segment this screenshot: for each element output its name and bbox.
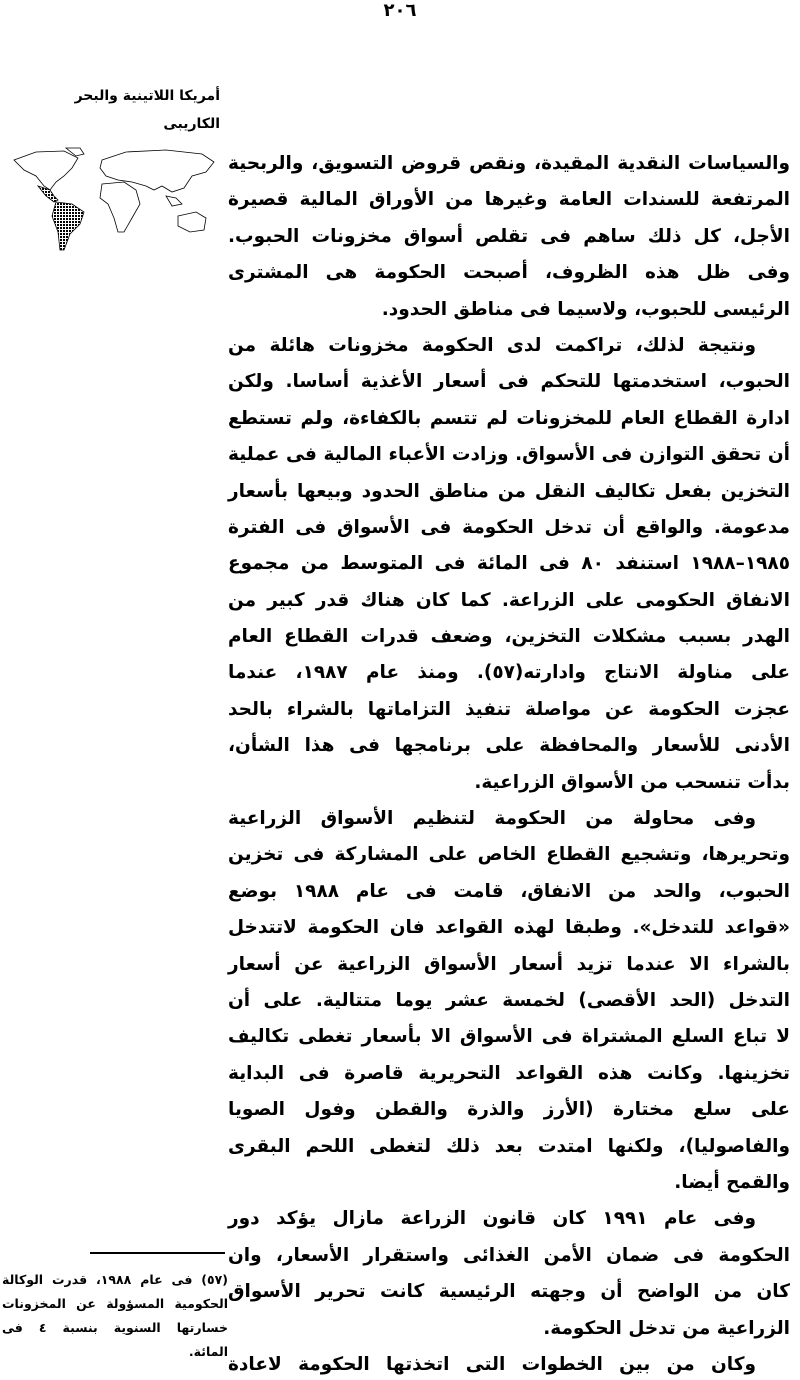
body-line: ونتيجة لذلك، تراكمت لدى الحكومة مخزونات هائلة من	[228, 334, 756, 356]
body-line: تخزينها. وكانت هذه القواعد التحريرية قاصرة فى البداية	[228, 1062, 790, 1084]
body-line: وفى محاولة من الحكومة لتنظيم الأسواق الزراعية	[228, 808, 756, 830]
body-line: ١٩٨٥–١٩٨٨ استنفد ٨٠ فى المائة فى المتوسط من مجموع	[228, 553, 790, 575]
body-line: الزراعية من تدخل الحكومة.	[543, 1317, 790, 1339]
body-line: عجزت الحكومة عن مواصلة تنفيذ التزاماتها بالشراء بالحد	[228, 698, 790, 720]
body-line: الانفاق الحكومى على الزراعة. كما كان هناك قدر كبير من	[228, 589, 790, 611]
footnote-line: خسارتها السنوية بنسبة ٤ فى	[2, 1320, 228, 1335]
body-line: على مناولة الانتاج وادارته(٥٧). ومنذ عام ١٩٨٧، عندما	[228, 662, 791, 684]
body-line: مدعومة. والواقع أن تدخل الحكومة فى الأسواق فى الفترة	[228, 516, 790, 538]
page-number: ٢٠٦	[383, 0, 417, 21]
body-line: الحبوب، استخدمتها للتحكم فى أسعار الأغذية أساسا. ولكن	[228, 371, 790, 393]
sidebar-heading-line-1: أمريكا اللاتينية والبحر	[74, 88, 220, 104]
body-line: أن تحقق التوازن فى الأسواق. وزادت الأعباء المالية فى عملية	[228, 444, 790, 466]
body-line: والفاصوليا)، ولكنها امتدت بعد ذلك لتغطى اللحم البقرى	[228, 1135, 790, 1157]
body-line: التدخل (الحد الأقصى) لخمسة عشر يوما متتالية. على أن	[228, 989, 790, 1011]
body-line: كان من الواضح أن وجهته الرئيسية كانت تحرير الأسواق	[228, 1281, 790, 1303]
body-line: الحبوب، والحد من الانفاق، قامت فى عام ١٩٨٨ بوضع	[228, 880, 790, 902]
body-line: وتحريرها، وتشجيع القطاع الخاص على المشاركة فى تخزين	[228, 844, 790, 866]
body-line: الحكومة فى ضمان الأمن الغذائى واستقرار الأسعار، وان	[228, 1244, 790, 1266]
body-line: ادارة القطاع العام للمخزونات لم تتسم بالكفاءة، ولم تستطع	[228, 407, 790, 429]
body-line: وفى ظل هذه الظروف، أصبحت الحكومة هى المشترى	[228, 262, 790, 284]
sidebar-heading-line-2: الكاريبى	[163, 116, 220, 132]
body-line: الهدر بسبب مشكلات التخزين، وضعف قدرات القطاع العام	[228, 626, 790, 648]
footnote-line: (٥٧) فى عام ١٩٨٨، قدرت الوكالة	[2, 1272, 228, 1287]
footnote	[2, 1268, 228, 1364]
body-line: على سلع مختارة (الأرز والذرة والقطن وفول الصويا	[228, 1099, 790, 1121]
body-line: الأجل، كل ذلك ساهم فى تقلص أسواق مخزونات الحبوب.	[228, 225, 790, 247]
body-line: بالشراء الا عندما تزيد أسعار الأسواق الزراعية عن أسعار	[228, 953, 790, 975]
body-line: التخزين بفعل تكاليف النقل من مناطق الحدود وبيعها بأسعار	[228, 480, 790, 502]
body-line: والقمح أيضا.	[674, 1171, 790, 1193]
body-line: الأدنى للأسعار والمحافظة على برنامجها فى هذا الشأن،	[228, 735, 790, 757]
body-line: وفى عام ١٩٩١ كان قانون الزراعة مازال يؤكد دور	[228, 1208, 756, 1230]
footnote-line: المائة.	[188, 1344, 228, 1359]
footnote-line: الحكومية المسؤولة عن المخزونات	[2, 1296, 228, 1311]
body-line: لا تباع السلع المشتراة فى الأسواق الا بأسعار تغطى تكاليف	[228, 1026, 790, 1048]
body-line: والسياسات النقدية المقيدة، ونقص قروض التسويق، والربحية	[228, 153, 790, 174]
footnote-divider	[90, 1252, 225, 1254]
main-text-column	[228, 146, 790, 1380]
body-line: المرتفعة للسندات العامة وغيرها من الأوراق المالية قصيرة	[228, 189, 790, 211]
body-line: بدأت تنسحب من الأسواق الزراعية.	[474, 771, 790, 793]
body-line: وكان من بين الخطوات التى اتخذتها الحكومة لاعادة	[228, 1353, 756, 1375]
body-line: الرئيسى للحبوب، ولاسيما فى مناطق الحدود.	[381, 298, 790, 320]
world-map-latin-america-icon	[6, 146, 220, 256]
body-line: «قواعد للتدخل». وطبقا لهذه القواعد فان الحكومة لاتتدخل	[228, 917, 790, 939]
